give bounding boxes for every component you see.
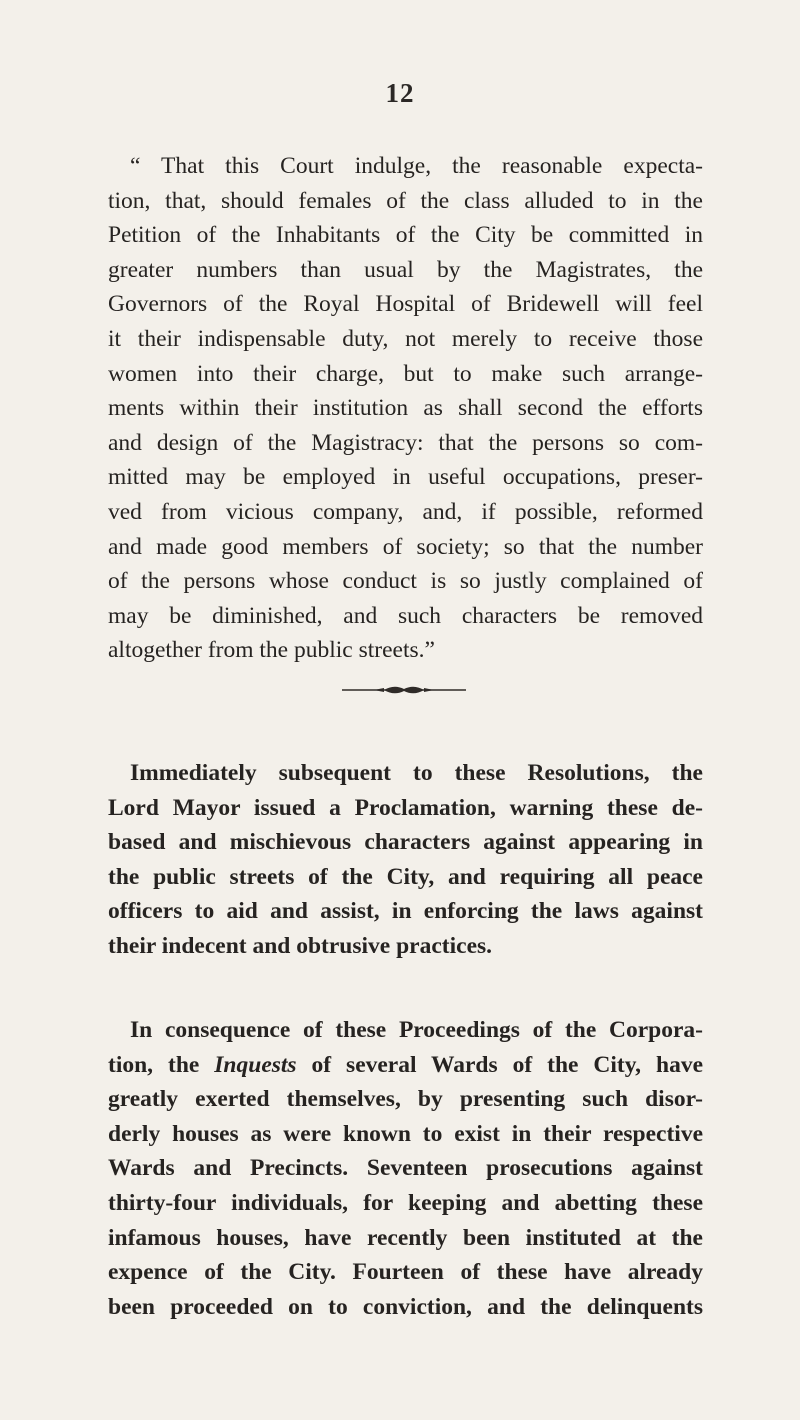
ornamental-divider — [340, 684, 468, 696]
text-line: it their indispensable duty, not merely to receive those — [108, 325, 703, 352]
italic-term: Inquests — [214, 1051, 297, 1078]
text-line: tion, that, should females of the class alluded to in the — [108, 187, 703, 214]
inquests-paragraph — [108, 1013, 703, 1324]
text-line: Wards and Precincts. Seventeen prosecutions against — [108, 1155, 703, 1182]
text-line: of the persons whose conduct is so justly complained of — [108, 568, 703, 595]
text-line: may be diminished, and such characters be removed — [108, 602, 703, 629]
text-line: based and mischievous characters against appearing in — [108, 829, 703, 856]
text-line: women into their charge, but to make such arrange- — [108, 360, 703, 387]
text-line: “ That this Court indulge, the reasonable expecta- — [130, 153, 703, 179]
page-number: 12 — [385, 78, 415, 108]
text-line — [108, 1048, 703, 1083]
text-line: expence of the City. Fourteen of these have already — [108, 1259, 703, 1286]
resolution-quote — [108, 149, 703, 668]
text-line: Petition of the Inhabitants of the City be committed in — [108, 222, 703, 249]
text-line: the public streets of the City, and requiring all peace — [108, 863, 703, 890]
text-line: greater numbers than usual by the Magistrates, the — [108, 256, 703, 283]
text-line: their indecent and obtrusive practices. — [108, 932, 493, 959]
text-line: been proceeded on to conviction, and the delinquents — [108, 1293, 703, 1320]
text-line: mitted may be employed in useful occupations, preser- — [108, 464, 703, 491]
text-line: altogether from the public streets.” — [108, 637, 435, 664]
text-line: officers to aid and assist, in enforcing the laws against — [108, 898, 703, 925]
text-line: derly houses as were known to exist in their respective — [108, 1120, 703, 1147]
text-line: thirty-four individuals, for keeping and abetting these — [108, 1189, 703, 1216]
text-fragment: of several Wards of the City, have — [296, 1051, 703, 1078]
text-line: Governors of the Royal Hospital of Bridewell will feel — [108, 291, 703, 318]
text-line: and design of the Magistracy: that the persons so com- — [108, 429, 703, 456]
text-line: In consequence of these Proceedings of the Corpora- — [130, 1017, 703, 1043]
text-line: and made good members of society; so that the number — [108, 533, 703, 560]
text-line: ments within their institution as shall second the efforts — [108, 395, 703, 422]
text-fragment: tion, the — [108, 1051, 215, 1078]
proclamation-paragraph — [108, 756, 703, 964]
text-line: greatly exerted themselves, by presenting such disor- — [108, 1086, 703, 1113]
text-line: Immediately subsequent to these Resolutions, the — [130, 760, 703, 786]
text-line: Lord Mayor issued a Proclamation, warning these de- — [108, 794, 703, 821]
text-line: infamous houses, have recently been instituted at the — [108, 1224, 703, 1251]
text-line: ved from vicious company, and, if possible, reformed — [108, 498, 703, 525]
